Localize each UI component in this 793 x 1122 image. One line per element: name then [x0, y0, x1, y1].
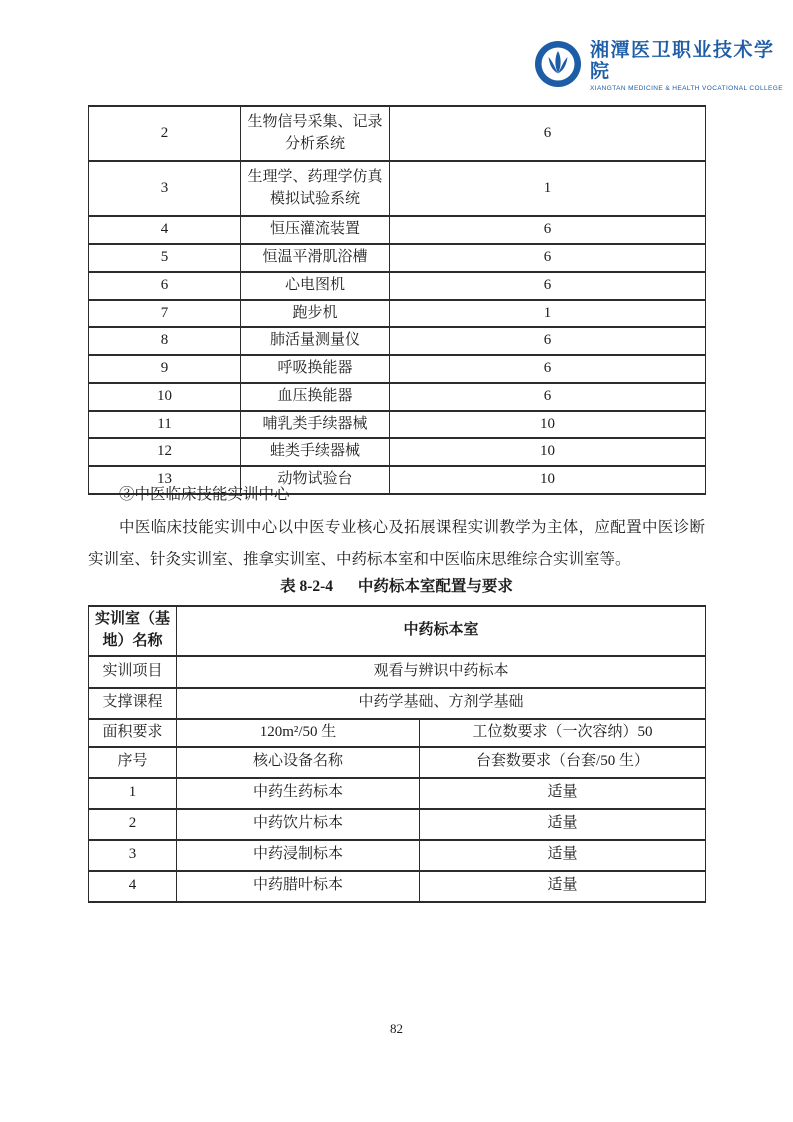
table-row [89, 161, 706, 216]
row-number-cell: 6 [89, 272, 241, 300]
specimen-table-title [88, 574, 705, 596]
row-number-cell: 2 [89, 106, 241, 161]
equipment-name-cell: 中药饮片标本 [177, 809, 420, 840]
table-row [89, 778, 706, 809]
equipment-name-cell: 恒温平滑肌浴槽 [241, 244, 390, 272]
table-row [89, 355, 706, 383]
table-row [89, 300, 706, 328]
college-name-zh: 湘潭医卫职业技术学院 [590, 39, 775, 82]
table-row [89, 411, 706, 439]
equipment-name-cell: 哺乳类手续器械 [241, 411, 390, 439]
column-header-name: 核心设备名称 [177, 747, 420, 778]
row-number-cell: 13 [89, 466, 241, 494]
row-number-cell: 7 [89, 300, 241, 328]
row-number-cell: 3 [89, 161, 241, 216]
table-row [89, 656, 706, 688]
college-emblem-icon [534, 40, 582, 93]
row-number-cell: 8 [89, 327, 241, 355]
quantity-cell: 6 [390, 244, 706, 272]
equipment-name-cell: 跑步机 [241, 300, 390, 328]
college-name [590, 41, 793, 93]
equipment-name-cell: 生物信号采集、记录分析系统 [241, 106, 390, 161]
equipment-name-cell: 心电图机 [241, 272, 390, 300]
project-label-cell: 实训项目 [89, 656, 177, 688]
page-number: 82 [390, 1021, 403, 1036]
row-number-cell: 10 [89, 383, 241, 411]
specimen-table-title-number: 表 8-2-4 [280, 578, 334, 595]
project-value-cell: 观看与辨识中药标本 [177, 656, 706, 688]
table-row [89, 327, 706, 355]
quantity-cell: 适量 [420, 778, 706, 809]
row-number-cell: 9 [89, 355, 241, 383]
capacity-value-cell: 工位数要求（一次容纳）50 [420, 719, 706, 747]
quantity-cell: 6 [390, 383, 706, 411]
table-row [89, 688, 706, 719]
area-label-cell: 面积要求 [89, 719, 177, 747]
course-value-cell: 中药学基础、方剂学基础 [177, 688, 706, 719]
table-row [89, 606, 706, 656]
quantity-cell: 6 [390, 106, 706, 161]
row-number-cell: 11 [89, 411, 241, 439]
table-row [89, 216, 706, 244]
table-row [89, 244, 706, 272]
quantity-cell: 10 [390, 466, 706, 494]
quantity-cell: 6 [390, 355, 706, 383]
table-row [89, 272, 706, 300]
quantity-cell: 1 [390, 300, 706, 328]
equipment-name-cell: 肺活量测量仪 [241, 327, 390, 355]
quantity-cell: 10 [390, 438, 706, 466]
row-number-cell: 2 [89, 809, 177, 840]
table-row [89, 106, 706, 161]
row-number-cell: 1 [89, 778, 177, 809]
table-row [89, 438, 706, 466]
quantity-cell: 1 [390, 161, 706, 216]
section-heading: ③中医临床技能实训中心 [119, 486, 290, 503]
room-value-cell: 中药标本室 [177, 606, 706, 656]
section-block [88, 479, 705, 577]
equipment-name-cell: 血压换能器 [241, 383, 390, 411]
table-header-row [89, 747, 706, 778]
college-name-en: XIANGTAN MEDICINE & HEALTH VOCATIONAL COLLEGE [590, 85, 783, 93]
equipment-name-cell: 蛙类手续器械 [241, 438, 390, 466]
row-number-cell: 3 [89, 840, 177, 871]
quantity-cell: 适量 [420, 871, 706, 902]
quantity-cell: 适量 [420, 840, 706, 871]
equipment-name-cell: 中药浸制标本 [177, 840, 420, 871]
quantity-cell: 6 [390, 216, 706, 244]
table-row [89, 383, 706, 411]
college-logo [534, 40, 793, 93]
table-row [89, 809, 706, 840]
section-paragraph: 中医临床技能实训中心以中医专业核心及拓展课程实训教学为主体，应配置中医诊断实训室、针灸实训室、推拿实训室、中药标本室和中医临床思维综合实训室等。 [88, 518, 705, 568]
equipment-name-cell: 呼吸换能器 [241, 355, 390, 383]
table-row [89, 719, 706, 747]
row-number-cell: 4 [89, 871, 177, 902]
course-label-cell: 支撑课程 [89, 688, 177, 719]
table-row [89, 871, 706, 902]
column-header-no: 序号 [89, 747, 177, 778]
equipment-name-cell: 生理学、药理学仿真模拟试验系统 [241, 161, 390, 216]
equipment-name-cell: 恒压灌流装置 [241, 216, 390, 244]
row-number-cell: 5 [89, 244, 241, 272]
quantity-cell: 适量 [420, 809, 706, 840]
quantity-cell: 10 [390, 411, 706, 439]
area-value-cell: 120m²/50 生 [177, 719, 420, 747]
equipment-name-cell: 动物试验台 [241, 466, 390, 494]
row-number-cell: 12 [89, 438, 241, 466]
equipment-name-cell: 中药腊叶标本 [177, 871, 420, 902]
column-header-qty: 台套数要求（台套/50 生） [420, 747, 706, 778]
specimen-table-title-text: 中药标本室配置与要求 [357, 578, 513, 595]
quantity-cell: 6 [390, 272, 706, 300]
equipment-name-cell: 中药生药标本 [177, 778, 420, 809]
quantity-cell: 6 [390, 327, 706, 355]
specimen-table [88, 605, 706, 903]
table-row [89, 840, 706, 871]
row-number-cell: 4 [89, 216, 241, 244]
equipment-table [88, 105, 706, 495]
room-label-cell: 实训室（基地）名称 [89, 606, 177, 656]
